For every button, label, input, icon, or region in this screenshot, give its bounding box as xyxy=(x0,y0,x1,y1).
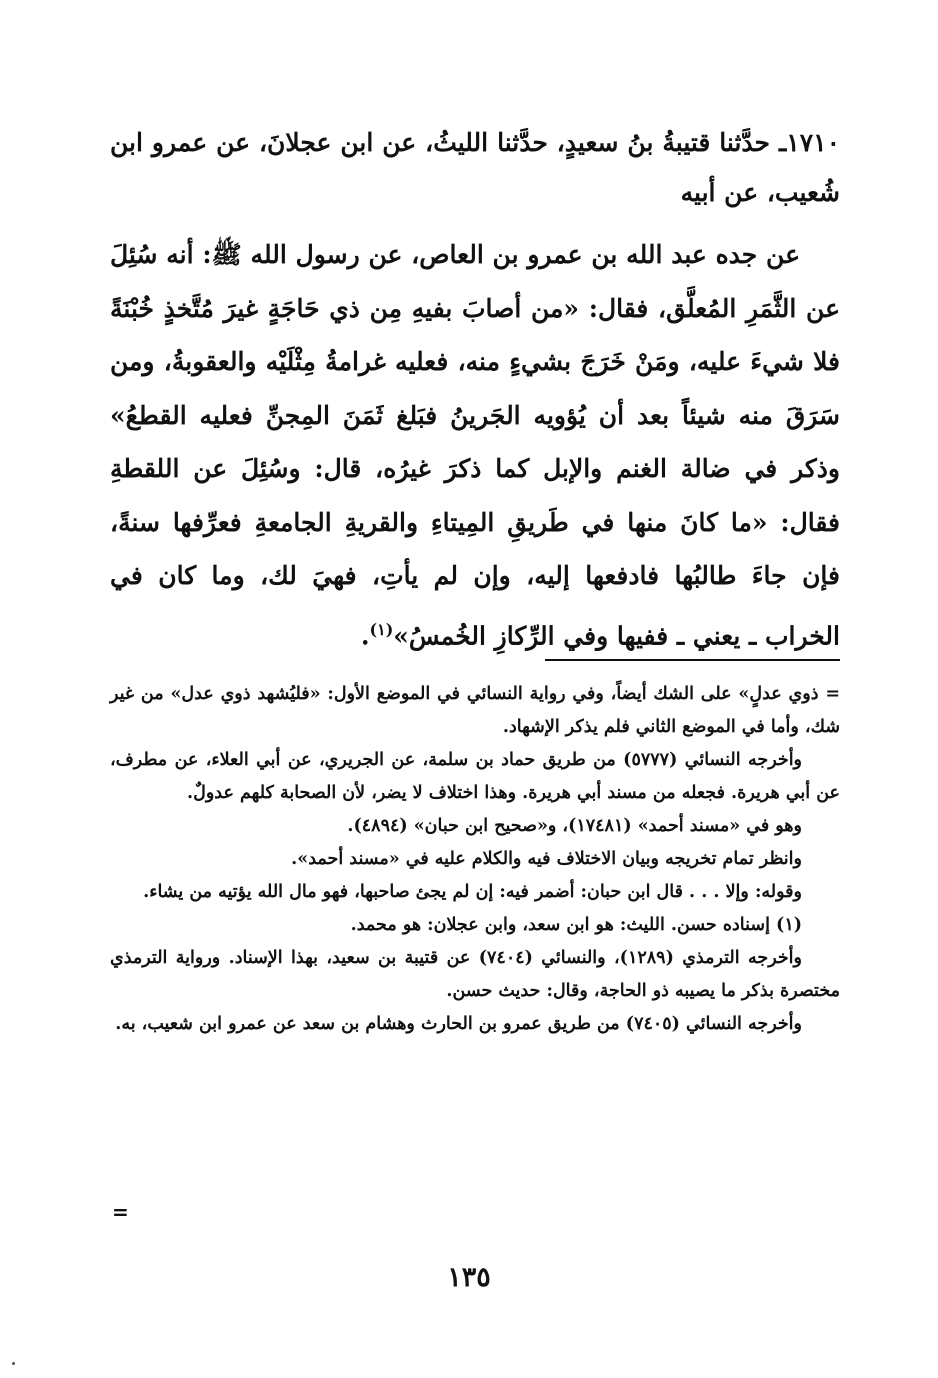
footnotes-section xyxy=(110,678,840,1041)
scan-speck xyxy=(12,1362,15,1365)
footnote-separator xyxy=(545,659,840,661)
footnote-paragraph xyxy=(110,942,840,1008)
footnote-paragraph xyxy=(110,843,840,876)
footnote-paragraph xyxy=(110,909,840,942)
footnote-text: وانظر تمام تخريجه وبيان الاختلاف فيه والكلام عليه في «مسند أحمد». xyxy=(291,849,802,869)
footnote-text: وأخرجه النسائي (٥٧٧٧) من طريق حماد بن سلمة، عن الجريري، عن أبي العلاء، عن مطرف، عن أبي هريرة. فجعله من مسند أبي هريرة. وهذا اختلاف لا يضر، لأن الصحابة كلهم عدولٌ. xyxy=(110,750,840,803)
page-number: ١٣٥ xyxy=(447,1262,491,1293)
hadith-body-text: عن جده عبد الله بن عمرو بن العاص، عن رسول الله ﷺ: أنه سُئِلَ عن الثَّمَرِ المُعلَّق، فقال: «من أصابَ بفيهِ مِن ذي حَاجَةٍ غيرَ مُتَّخذٍ خُبْنَةً فلا شيءَ عليه، ومَنْ خَرَجَ بشيءٍ منه، فعليه غرامةُ مِثْلَيْه والعقوبةُ، ومن سَرَقَ منه شيئاً بعد أن يُؤويه الجَرينُ فبَلغ ثَمَنَ المِجنِّ فعليه القطعُ» وذكر في ضالة الغنم والإبل كما ذكرَ غيرُه، قال: وسُئِلَ عن اللقطةِ فقال: «ما كانَ منها في طَريقِ المِيتاءِ والقريةِ الجامعةِ فعرِّفها سنةً، فإن جاءَ طالبُها فادفعها إليه، وإن لم يأتِ، فهيَ لك، وما كان في الخراب ـ يعني ـ ففيها وفي الرِّكازِ الخُمسُ» xyxy=(110,240,840,650)
footnote-paragraph xyxy=(110,1008,840,1041)
hadith-header xyxy=(110,118,840,218)
hadith-body-paragraph xyxy=(110,228,840,662)
hadith-end-mark: . xyxy=(360,620,370,650)
footnote-text: وهو في «مسند أحمد» (١٧٤٨١)، و«صحيح ابن حبان» (٤٨٩٤). xyxy=(347,816,802,836)
continuation-marker: = xyxy=(112,1200,129,1224)
footnote-text: وأخرجه النسائي (٧٤٠٥) من طريق عمرو بن الحارث وهشام بن سعد عن عمرو ابن شعيب، به. xyxy=(115,1014,802,1034)
footnote-text: (١) إسناده حسن. الليث: هو ابن سعد، وابن عجلان: هو محمد. xyxy=(350,915,802,935)
footnote-reference: (١) xyxy=(369,619,394,639)
footnote-paragraph xyxy=(110,744,840,810)
footnote-text: وأخرجه الترمذي (١٢٨٩)، والنسائي (٧٤٠٤) عن قتيبة بن سعيد، بهذا الإسناد. ورواية الترمذي مختصرة بذكر ما يصيبه ذو الحاجة، وقال: حديث حسن. xyxy=(110,948,840,1001)
hadith-body xyxy=(110,228,840,662)
footnote-paragraph xyxy=(110,810,840,843)
footnote-paragraph xyxy=(110,678,840,744)
footnote-paragraph xyxy=(110,876,840,909)
footnote-text: وقوله: وإلا . . . قال ابن حبان: أضمر فيه: إن لم يجئ صاحبها، فهو مال الله يؤتيه من يشاء. xyxy=(143,882,802,902)
hadith-header-text: ١٧١٠ـ حدَّثنا قتيبةُ بنُ سعيدٍ، حدَّثنا الليثُ، عن ابن عجلانَ، عن عمرو ابن شُعيب، عن أبيه xyxy=(110,128,840,207)
footnote-text: = ذوي عدلٍ» على الشك أيضاً، وفي رواية النسائي في الموضع الأول: «فليُشهد ذوي عدل» من غير شك، وأما في الموضع الثاني فلم يذكر الإشهاد. xyxy=(110,684,840,737)
